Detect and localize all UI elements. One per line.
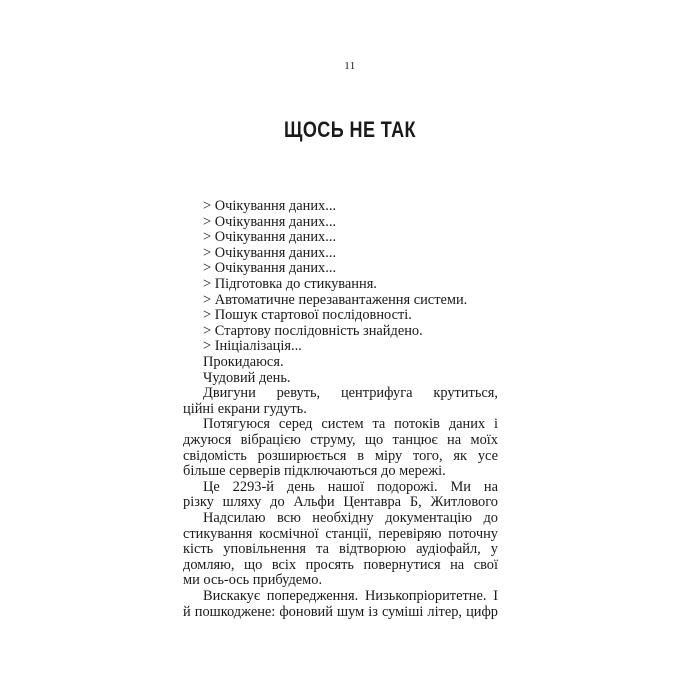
- log-line: > Очікування даних...: [203, 198, 337, 214]
- log-line: > Очікування даних...: [203, 213, 337, 230]
- text-line: різку шляху до Альфи Центавра Б, Житлового: [183, 495, 498, 511]
- text-line: Потягуюся серед систем та потоків даних і: [203, 417, 498, 433]
- text-line: джуюся вібрацією струму, що танцює на моїх: [183, 432, 498, 448]
- text-line: Надсилаю всю необхідну документацію до: [203, 510, 498, 526]
- text-line: свідомість розширюється в міру того, як усе: [183, 448, 498, 464]
- text-line: домляю, що всіх просять повернутися на свої: [183, 557, 498, 573]
- log-line: > Очікування даних...: [203, 260, 337, 277]
- log-line: > Автоматичне перезавантаження системи.: [203, 291, 468, 308]
- text-line: кість уповільнення та відтворюю аудіофайл, у: [183, 542, 498, 558]
- text-line: Вискакує попередження. Низькопріоритетне. І: [203, 588, 498, 604]
- log-line: > Підготовка до стикування.: [203, 275, 377, 292]
- chapter-title: ЩОСЬ НЕ ТАК: [284, 117, 416, 142]
- text-line: більше серверів підключаються до мережі.: [183, 463, 446, 480]
- page-number: 11: [344, 60, 356, 72]
- log-line: > Стартову послідовність знайдено.: [203, 322, 423, 339]
- text-line: ми ось-ось прибудемо.: [183, 572, 323, 589]
- text-line: ційні екрани гудуть.: [183, 400, 307, 417]
- text-line: Чудовий день.: [203, 369, 291, 386]
- log-line: > Очікування даних...: [203, 244, 337, 261]
- text-line: Це 2293-й день нашої подорожі. Ми на: [203, 479, 498, 495]
- prose-block: [183, 355, 498, 620]
- log-line: > Очікування даних...: [203, 229, 337, 246]
- system-log-block: [183, 199, 498, 355]
- log-line: > Ініціалізація...: [203, 338, 302, 355]
- text-line: Двигуни ревуть, центрифуга крутиться,: [203, 386, 498, 402]
- text-line: стикування космічної станції, перевіряю поточну: [183, 526, 498, 542]
- text-line: Прокидаюся.: [203, 354, 284, 370]
- text-line: й пошкоджене: фоновий шум із суміші літер, цифр: [183, 604, 498, 620]
- log-line: > Пошук стартової послідовності.: [203, 307, 412, 324]
